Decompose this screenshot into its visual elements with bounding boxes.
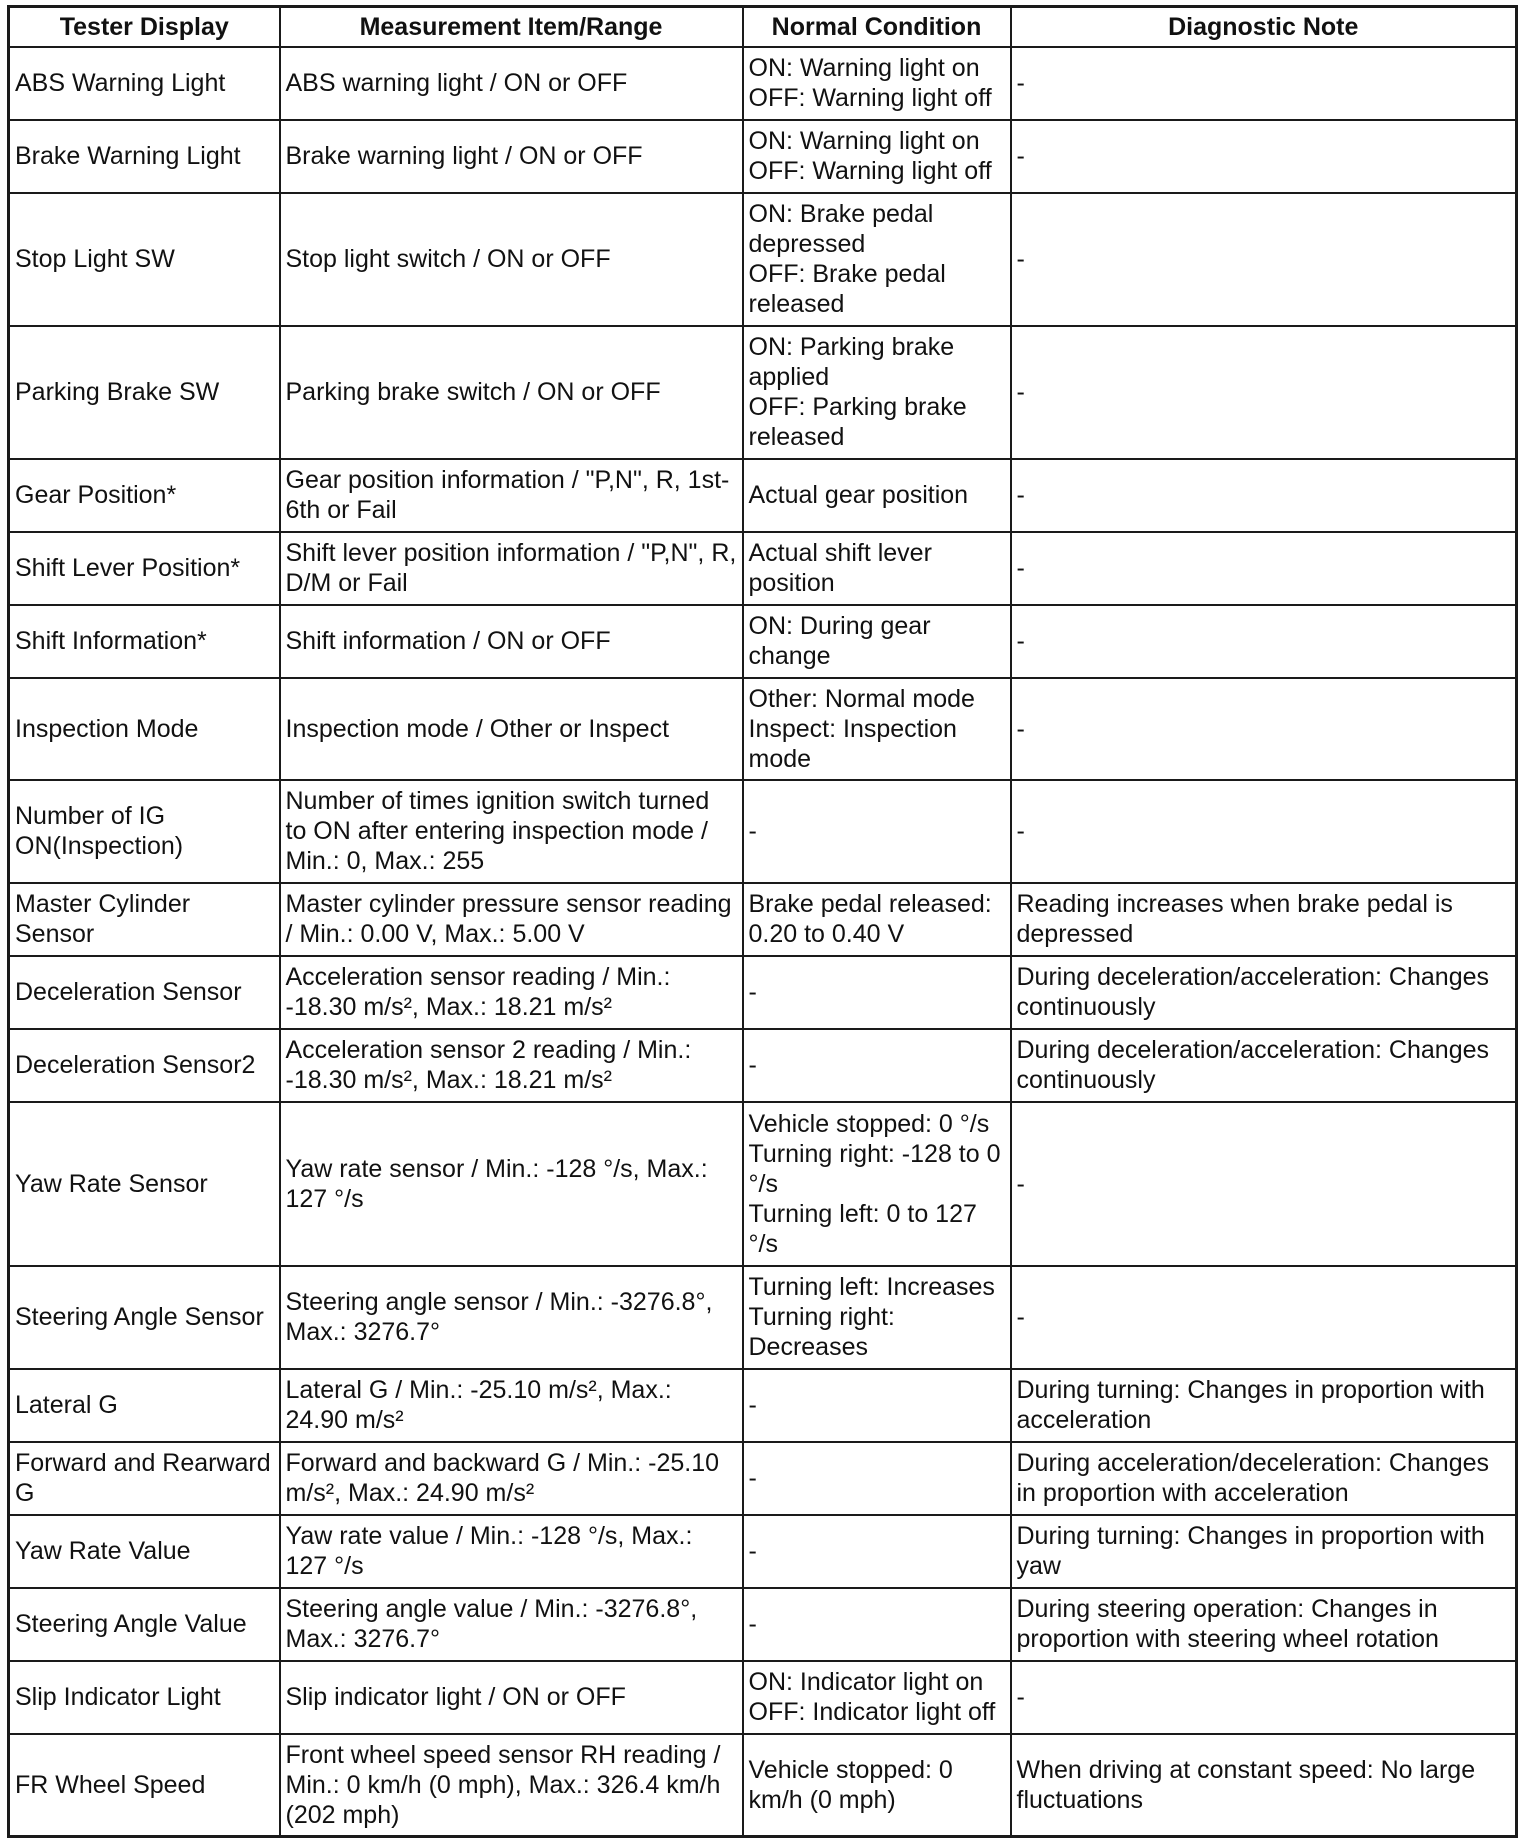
- table-row: [9, 780, 1517, 883]
- header-diagnostic-note: Diagnostic Note: [1011, 7, 1517, 47]
- cell-normal-condition: -: [743, 780, 1011, 883]
- cell-tester-display: ABS Warning Light: [9, 47, 280, 120]
- cell-tester-display: Gear Position*: [9, 459, 280, 532]
- cell-normal-condition: ON: Indicator light on OFF: Indicator light off: [743, 1661, 1011, 1734]
- cell-measurement-item: Stop light switch / ON or OFF: [280, 193, 743, 326]
- cell-diagnostic-note: -: [1011, 459, 1517, 532]
- cell-normal-condition: -: [743, 1029, 1011, 1102]
- cell-normal-condition: ON: Parking brake applied OFF: Parking brake released: [743, 326, 1011, 459]
- cell-normal-condition: -: [743, 1588, 1011, 1661]
- table-row: [9, 605, 1517, 678]
- cell-measurement-item: Forward and backward G / Min.: -25.10 m/s², Max.: 24.90 m/s²: [280, 1442, 743, 1515]
- table-header-row: [9, 7, 1517, 47]
- cell-measurement-item: Number of times ignition switch turned to ON after entering inspection mode / Min.: 0, Max.: 255: [280, 780, 743, 883]
- cell-measurement-item: Brake warning light / ON or OFF: [280, 120, 743, 193]
- cell-diagnostic-note: -: [1011, 678, 1517, 780]
- cell-tester-display: Inspection Mode: [9, 678, 280, 780]
- cell-normal-condition: -: [743, 1515, 1011, 1588]
- cell-diagnostic-note: During turning: Changes in proportion with yaw: [1011, 1515, 1517, 1588]
- table-row: [9, 1266, 1517, 1369]
- cell-tester-display: Deceleration Sensor2: [9, 1029, 280, 1102]
- cell-tester-display: Lateral G: [9, 1369, 280, 1442]
- cell-tester-display: FR Wheel Speed: [9, 1734, 280, 1837]
- cell-diagnostic-note: -: [1011, 120, 1517, 193]
- data-list-table: [7, 5, 1518, 1838]
- cell-tester-display: Brake Warning Light: [9, 120, 280, 193]
- table-row: [9, 1734, 1517, 1837]
- cell-tester-display: Deceleration Sensor: [9, 956, 280, 1029]
- cell-normal-condition: -: [743, 1369, 1011, 1442]
- cell-normal-condition: Turning left: Increases Turning right: Decreases: [743, 1266, 1011, 1369]
- table-row: [9, 47, 1517, 120]
- table-row: [9, 326, 1517, 459]
- cell-normal-condition: Actual shift lever position: [743, 532, 1011, 605]
- table-row: [9, 956, 1517, 1029]
- table-row: [9, 1588, 1517, 1661]
- cell-measurement-item: Slip indicator light / ON or OFF: [280, 1661, 743, 1734]
- cell-normal-condition: ON: Brake pedal depressed OFF: Brake pedal released: [743, 193, 1011, 326]
- table-row: [9, 459, 1517, 532]
- cell-diagnostic-note: During acceleration/deceleration: Changes in proportion with acceleration: [1011, 1442, 1517, 1515]
- header-tester-display: Tester Display: [9, 7, 280, 47]
- cell-measurement-item: Lateral G / Min.: -25.10 m/s², Max.: 24.90 m/s²: [280, 1369, 743, 1442]
- cell-diagnostic-note: -: [1011, 326, 1517, 459]
- cell-tester-display: Yaw Rate Sensor: [9, 1102, 280, 1266]
- cell-normal-condition: ON: Warning light on OFF: Warning light off: [743, 120, 1011, 193]
- cell-tester-display: Shift Information*: [9, 605, 280, 678]
- cell-measurement-item: Acceleration sensor 2 reading / Min.: -18.30 m/s², Max.: 18.21 m/s²: [280, 1029, 743, 1102]
- table-row: [9, 532, 1517, 605]
- table-row: [9, 678, 1517, 780]
- cell-diagnostic-note: -: [1011, 605, 1517, 678]
- cell-diagnostic-note: When driving at constant speed: No large fluctuations: [1011, 1734, 1517, 1837]
- table-row: [9, 1369, 1517, 1442]
- cell-measurement-item: Shift lever position information / "P,N", R, D/M or Fail: [280, 532, 743, 605]
- cell-tester-display: Stop Light SW: [9, 193, 280, 326]
- cell-normal-condition: Vehicle stopped: 0 °/s Turning right: -128 to 0 °/s Turning left: 0 to 127 °/s: [743, 1102, 1011, 1266]
- cell-measurement-item: ABS warning light / ON or OFF: [280, 47, 743, 120]
- table-row: [9, 883, 1517, 956]
- table-body: [9, 47, 1517, 1837]
- header-normal-condition: Normal Condition: [743, 7, 1011, 47]
- cell-measurement-item: Master cylinder pressure sensor reading / Min.: 0.00 V, Max.: 5.00 V: [280, 883, 743, 956]
- cell-tester-display: Slip Indicator Light: [9, 1661, 280, 1734]
- cell-diagnostic-note: Reading increases when brake pedal is depressed: [1011, 883, 1517, 956]
- cell-diagnostic-note: -: [1011, 532, 1517, 605]
- table-row: [9, 1029, 1517, 1102]
- cell-normal-condition: Actual gear position: [743, 459, 1011, 532]
- cell-diagnostic-note: -: [1011, 780, 1517, 883]
- cell-measurement-item: Shift information / ON or OFF: [280, 605, 743, 678]
- cell-measurement-item: Inspection mode / Other or Inspect: [280, 678, 743, 780]
- table-row: [9, 120, 1517, 193]
- cell-measurement-item: Gear position information / "P,N", R, 1st-6th or Fail: [280, 459, 743, 532]
- cell-tester-display: Forward and Rearward G: [9, 1442, 280, 1515]
- table-row: [9, 1515, 1517, 1588]
- cell-tester-display: Steering Angle Sensor: [9, 1266, 280, 1369]
- header-measurement-item: Measurement Item/Range: [280, 7, 743, 47]
- cell-diagnostic-note: -: [1011, 193, 1517, 326]
- cell-measurement-item: Front wheel speed sensor RH reading / Min.: 0 km/h (0 mph), Max.: 326.4 km/h (202 mph): [280, 1734, 743, 1837]
- cell-diagnostic-note: -: [1011, 47, 1517, 120]
- cell-normal-condition: Other: Normal mode Inspect: Inspection mode: [743, 678, 1011, 780]
- cell-measurement-item: Yaw rate value / Min.: -128 °/s, Max.: 127 °/s: [280, 1515, 743, 1588]
- cell-normal-condition: -: [743, 1442, 1011, 1515]
- cell-tester-display: Number of IG ON(Inspection): [9, 780, 280, 883]
- cell-normal-condition: -: [743, 956, 1011, 1029]
- cell-normal-condition: Brake pedal released: 0.20 to 0.40 V: [743, 883, 1011, 956]
- table-row: [9, 1661, 1517, 1734]
- cell-diagnostic-note: During turning: Changes in proportion with acceleration: [1011, 1369, 1517, 1442]
- cell-diagnostic-note: -: [1011, 1661, 1517, 1734]
- table-row: [9, 1102, 1517, 1266]
- table-row: [9, 193, 1517, 326]
- cell-tester-display: Parking Brake SW: [9, 326, 280, 459]
- cell-tester-display: Shift Lever Position*: [9, 532, 280, 605]
- cell-tester-display: Steering Angle Value: [9, 1588, 280, 1661]
- cell-normal-condition: ON: Warning light on OFF: Warning light off: [743, 47, 1011, 120]
- cell-measurement-item: Acceleration sensor reading / Min.: -18.30 m/s², Max.: 18.21 m/s²: [280, 956, 743, 1029]
- cell-diagnostic-note: -: [1011, 1266, 1517, 1369]
- cell-diagnostic-note: During deceleration/acceleration: Changes continuously: [1011, 1029, 1517, 1102]
- cell-measurement-item: Yaw rate sensor / Min.: -128 °/s, Max.: 127 °/s: [280, 1102, 743, 1266]
- cell-measurement-item: Steering angle value / Min.: -3276.8°, Max.: 3276.7°: [280, 1588, 743, 1661]
- cell-normal-condition: Vehicle stopped: 0 km/h (0 mph): [743, 1734, 1011, 1837]
- table-row: [9, 1442, 1517, 1515]
- cell-normal-condition: ON: During gear change: [743, 605, 1011, 678]
- cell-diagnostic-note: -: [1011, 1102, 1517, 1266]
- cell-tester-display: Yaw Rate Value: [9, 1515, 280, 1588]
- cell-diagnostic-note: During deceleration/acceleration: Changes continuously: [1011, 956, 1517, 1029]
- cell-diagnostic-note: During steering operation: Changes in proportion with steering wheel rotation: [1011, 1588, 1517, 1661]
- cell-measurement-item: Steering angle sensor / Min.: -3276.8°, Max.: 3276.7°: [280, 1266, 743, 1369]
- cell-measurement-item: Parking brake switch / ON or OFF: [280, 326, 743, 459]
- cell-tester-display: Master Cylinder Sensor: [9, 883, 280, 956]
